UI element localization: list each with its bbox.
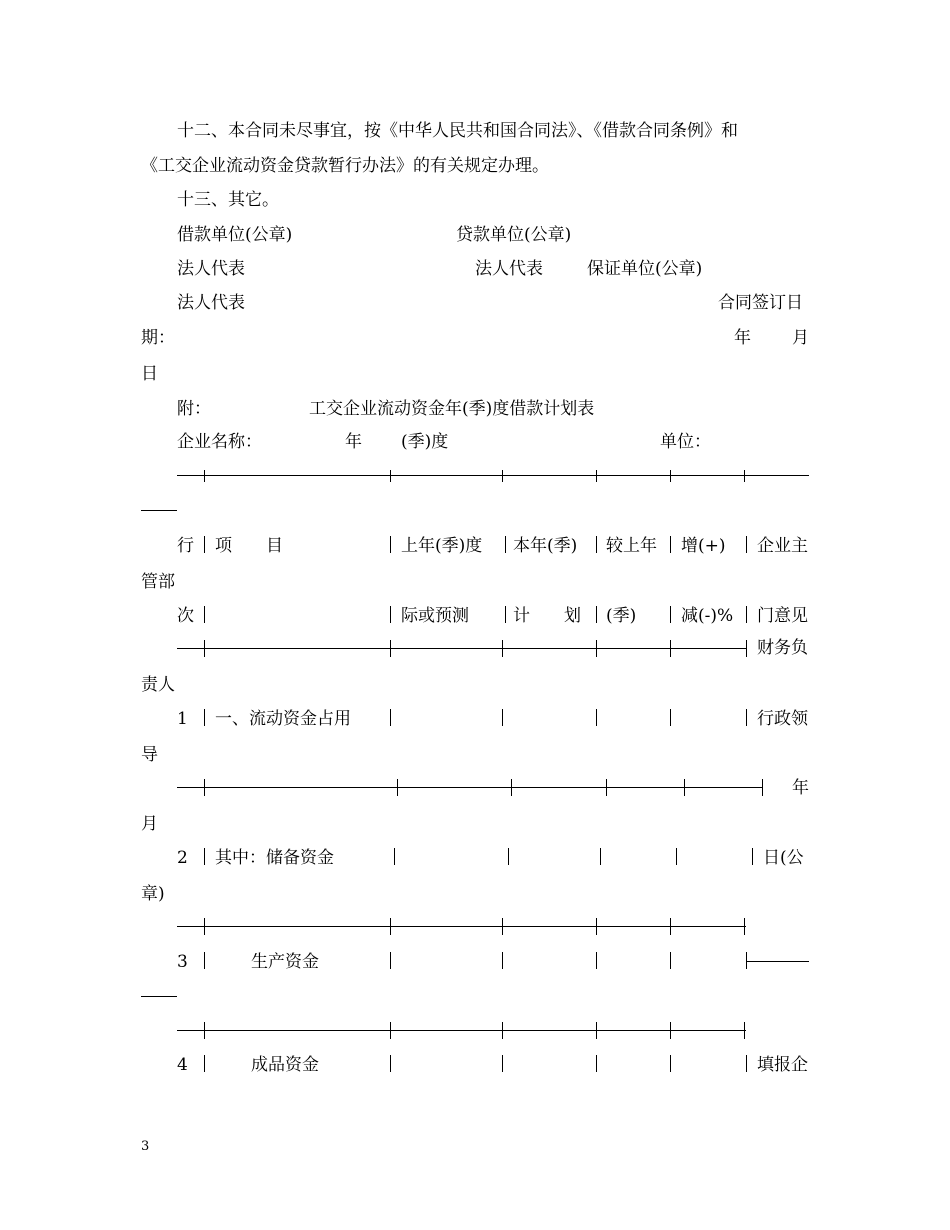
table-tick <box>606 779 607 796</box>
row-2-item: 其中：储备资金 <box>215 848 334 868</box>
col-divider <box>670 606 671 623</box>
table-tick <box>502 918 503 935</box>
col-divider <box>670 952 671 969</box>
header-vs-last-year: 较上年 <box>606 536 657 556</box>
table-tick <box>670 470 671 482</box>
col-divider <box>508 848 509 865</box>
table-tick <box>744 1022 745 1039</box>
table-separator <box>177 1030 746 1031</box>
table-tick <box>502 640 503 657</box>
header-this-year: 本年(季) <box>513 536 578 556</box>
table-tick <box>502 1022 503 1039</box>
row-2-number: 2 <box>177 848 188 868</box>
legal-rep-lender: 法人代表 <box>475 259 543 279</box>
approval-year: 年 <box>792 778 809 798</box>
header-dept-opinion-wrap: 管部 <box>141 572 175 592</box>
lender-seal: 贷款单位(公章) <box>456 225 572 245</box>
col-divider <box>204 952 205 969</box>
clause-12-line1: 十二、本合同未尽事宜，按《中华人民共和国合同法》、《借款合同条例》和 <box>177 121 738 141</box>
header-row-label-2: 次 <box>177 606 194 626</box>
col-divider <box>746 1055 747 1072</box>
row-3-number: 3 <box>177 952 188 972</box>
col-divider <box>596 709 597 726</box>
table-tick <box>596 640 597 657</box>
table-tick <box>744 918 745 935</box>
table-tick <box>511 779 512 796</box>
table-tick <box>684 779 685 796</box>
col-divider <box>502 952 503 969</box>
row-2-side-label-wrap: 章) <box>141 884 165 904</box>
table-tick <box>204 640 205 657</box>
plan-season: (季)度 <box>401 432 449 452</box>
header-decrease: 减(-)% <box>681 606 734 626</box>
approval-month: 月 <box>141 814 158 834</box>
table-tick <box>390 1022 391 1039</box>
table-tick <box>397 779 398 796</box>
side-rule-wrap <box>141 996 177 997</box>
col-divider <box>746 536 747 553</box>
header-increase: 增(+) <box>681 536 726 556</box>
attachment-label: 附： <box>177 399 211 419</box>
page-number: 3 <box>141 1139 150 1154</box>
plan-year: 年 <box>345 432 362 452</box>
header-plan: 计 划 <box>513 606 581 626</box>
col-divider <box>670 709 671 726</box>
table-separator <box>177 926 746 927</box>
col-divider <box>600 848 601 865</box>
table-tick <box>670 918 671 935</box>
col-divider <box>670 536 671 553</box>
col-divider <box>204 536 205 553</box>
table-tick <box>670 640 671 657</box>
col-divider <box>502 1055 503 1072</box>
table-separator <box>177 787 762 788</box>
table-tick <box>204 918 205 935</box>
header-dept-opinion-2: 门意见 <box>757 606 808 626</box>
col-divider <box>204 1055 205 1072</box>
col-divider <box>204 709 205 726</box>
attachment-title: 工交企业流动资金年(季)度借款计划表 <box>309 399 595 419</box>
row-1-side-label: 行政领 <box>757 709 808 729</box>
col-divider <box>394 848 395 865</box>
table-tick <box>596 470 597 482</box>
table-tick <box>204 1022 205 1039</box>
col-divider <box>596 606 597 623</box>
table-tick <box>670 1022 671 1039</box>
col-divider <box>204 606 205 623</box>
row-4-number: 4 <box>177 1055 188 1075</box>
side-rule <box>746 961 809 962</box>
signing-month: 月 <box>792 328 809 348</box>
header-season: (季) <box>606 606 637 626</box>
row-1-side-label-wrap: 导 <box>141 745 158 765</box>
table-separator <box>177 648 746 649</box>
table-tick <box>744 470 745 482</box>
col-divider <box>746 709 747 726</box>
row-4-item: 成品资金 <box>251 1055 319 1075</box>
row-3-item: 生产资金 <box>251 952 319 972</box>
signing-date-label-cont: 期： <box>141 328 175 348</box>
table-tick <box>502 470 503 482</box>
signing-date-label: 合同签订日 <box>718 293 803 313</box>
col-divider <box>596 1055 597 1072</box>
col-divider <box>390 536 391 553</box>
row-2-side-label: 日(公 <box>763 848 804 868</box>
row-1-item: 一、流动资金占用 <box>215 709 351 729</box>
col-divider <box>676 848 677 865</box>
col-divider <box>390 952 391 969</box>
header-dept-opinion: 企业主 <box>757 536 808 556</box>
company-name-label: 企业名称： <box>177 432 262 452</box>
clause-13: 十三、其它。 <box>177 190 279 210</box>
guarantor-seal: 保证单位(公章) <box>587 259 703 279</box>
col-divider <box>596 952 597 969</box>
signing-year: 年 <box>734 328 751 348</box>
table-tick <box>390 640 391 657</box>
header-row-label: 行 <box>177 536 194 556</box>
col-divider <box>670 1055 671 1072</box>
table-tick <box>596 1022 597 1039</box>
col-divider <box>505 536 506 553</box>
row-4-side-label: 填报企 <box>757 1055 808 1075</box>
unit-label: 单位： <box>660 432 711 452</box>
borrower-seal: 借款单位(公章) <box>177 225 293 245</box>
col-divider <box>752 848 753 865</box>
table-tick <box>204 470 205 482</box>
header-last-year: 上年(季)度 <box>401 536 483 556</box>
col-divider <box>502 709 503 726</box>
finance-head-label: 财务负 <box>757 638 808 658</box>
col-divider <box>505 606 506 623</box>
row-1-number: 1 <box>177 709 188 729</box>
col-divider <box>390 606 391 623</box>
header-actual-forecast: 际或预测 <box>401 606 469 626</box>
table-tick <box>596 918 597 935</box>
table-tick <box>390 470 391 482</box>
legal-rep-borrower: 法人代表 <box>177 259 245 279</box>
table-tick <box>204 779 205 796</box>
table-top-border <box>177 475 809 476</box>
col-divider <box>204 848 205 865</box>
header-item: 项 目 <box>215 536 283 556</box>
finance-head-label-wrap: 责人 <box>141 675 175 695</box>
col-divider <box>390 1055 391 1072</box>
col-divider <box>746 606 747 623</box>
table-tick <box>762 779 763 796</box>
table-tick <box>746 640 747 657</box>
signing-day: 日 <box>141 364 158 384</box>
table-tick <box>390 918 391 935</box>
clause-12-line2: 《工交企业流动资金贷款暂行办法》的有关规定办理。 <box>141 156 549 176</box>
legal-rep-guarantor: 法人代表 <box>177 293 245 313</box>
col-divider <box>390 709 391 726</box>
col-divider <box>596 536 597 553</box>
table-wrap-rule <box>141 510 177 511</box>
